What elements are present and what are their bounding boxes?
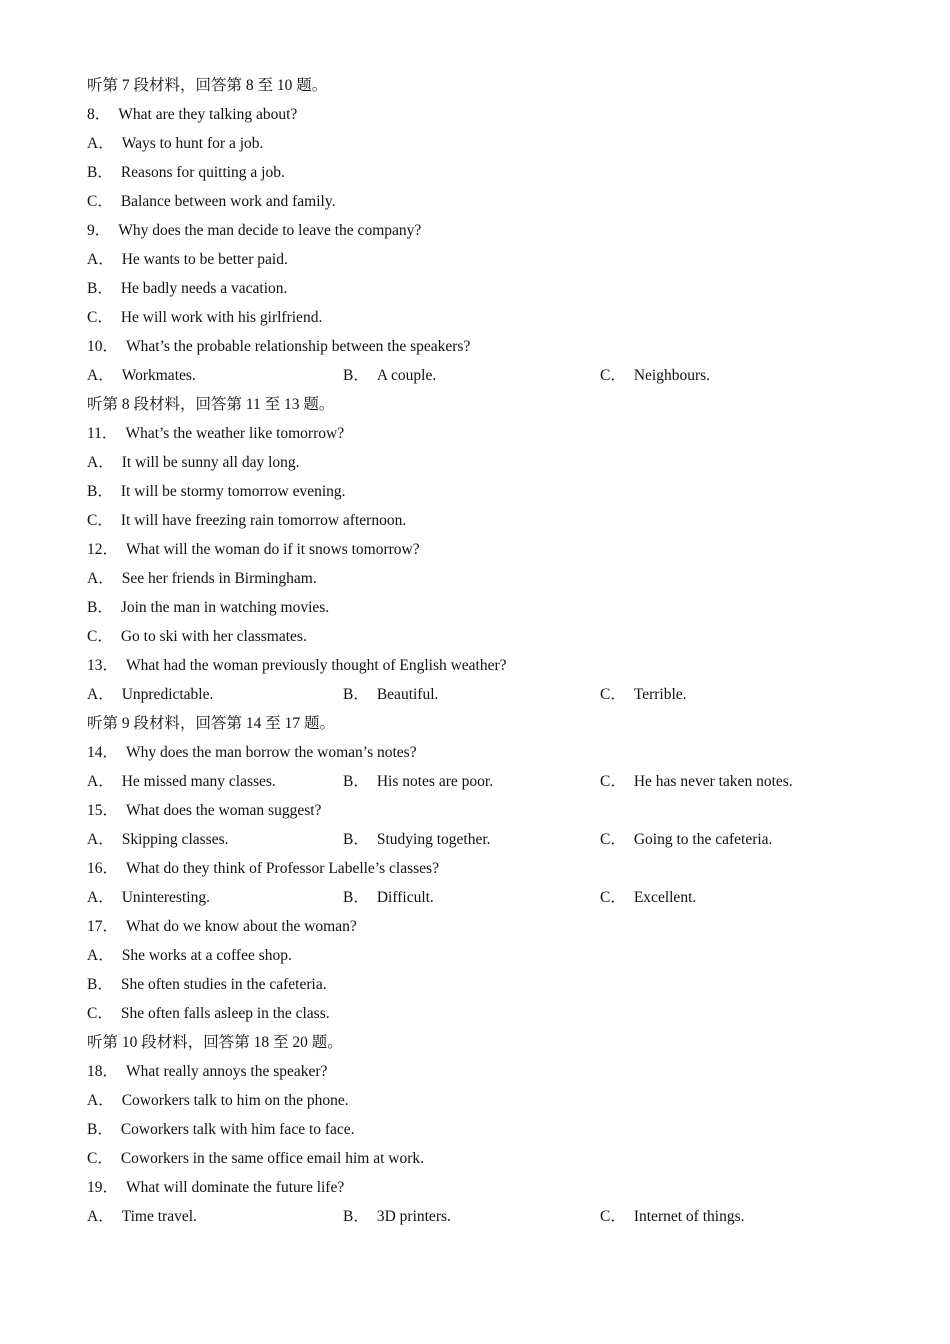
option-text: Coworkers in the same office email him at work. <box>120 1150 425 1167</box>
option-text: Difficult. <box>376 889 434 906</box>
option-text: Time travel. <box>121 1208 197 1225</box>
option-text: Neighbours. <box>633 367 711 384</box>
option-label: B． <box>87 164 113 181</box>
answer-option <box>87 1086 867 1115</box>
question <box>87 738 867 767</box>
answer-option <box>87 506 867 535</box>
option-label: B． <box>343 831 369 848</box>
option-label: B． <box>87 483 113 500</box>
option-label: C． <box>600 686 626 703</box>
answer-option-c <box>600 1202 744 1231</box>
option-label: B． <box>87 1121 113 1138</box>
option-label: C． <box>87 628 113 645</box>
option-text: 3D printers. <box>376 1208 451 1225</box>
option-text: Going to the cafeteria. <box>633 831 773 848</box>
question <box>87 419 867 448</box>
answer-options-row <box>87 361 867 390</box>
answer-option-b <box>343 1202 451 1231</box>
question-text: What’s the probable relationship between the speakers? <box>126 338 471 355</box>
question-text: What does the woman suggest? <box>126 802 322 819</box>
option-text: He missed many classes. <box>121 773 276 790</box>
option-text: He wants to be better paid. <box>121 251 288 268</box>
answer-option <box>87 941 867 970</box>
option-text: A couple. <box>376 367 437 384</box>
option-text: Go to ski with her classmates. <box>120 628 307 645</box>
option-text: Uninteresting. <box>121 889 210 906</box>
answer-option-b <box>343 680 438 709</box>
answer-option <box>87 999 867 1028</box>
option-label: C． <box>600 1208 626 1225</box>
option-label: C． <box>87 193 113 210</box>
answer-option <box>87 477 867 506</box>
question-number: 17． <box>87 918 119 935</box>
option-text: Skipping classes. <box>121 831 229 848</box>
option-label: B． <box>343 686 369 703</box>
question <box>87 535 867 564</box>
question <box>87 216 867 245</box>
answer-option-c <box>600 680 687 709</box>
answer-option-b <box>343 825 491 854</box>
option-text: He badly needs a vacation. <box>120 280 288 297</box>
option-label: B． <box>343 889 369 906</box>
option-text: Balance between work and family. <box>120 193 336 210</box>
option-text: Studying together. <box>376 831 491 848</box>
option-label: A． <box>87 947 114 964</box>
option-text: Workmates. <box>121 367 196 384</box>
section-heading: 听第 9 段材料，回答第 14 至 17 题。 <box>87 715 336 732</box>
option-text: Coworkers talk to him on the phone. <box>121 1092 349 1109</box>
answer-option-a <box>87 361 196 390</box>
answer-option <box>87 622 867 651</box>
question-number: 12． <box>87 541 119 558</box>
option-text: His notes are poor. <box>376 773 494 790</box>
option-label: C． <box>87 1150 113 1167</box>
question-number: 14． <box>87 744 119 761</box>
answer-option-a <box>87 825 228 854</box>
answer-option <box>87 564 867 593</box>
answer-option <box>87 274 867 303</box>
question-text: What had the woman previously thought of English weather? <box>126 657 507 674</box>
question <box>87 332 867 361</box>
question-number: 13． <box>87 657 119 674</box>
question <box>87 1173 867 1202</box>
option-label: B． <box>343 1208 369 1225</box>
answer-option-c <box>600 361 710 390</box>
question-number: 15． <box>87 802 119 819</box>
answer-option-b <box>343 767 493 796</box>
question-number: 11． <box>87 425 118 442</box>
question-number: 16． <box>87 860 119 877</box>
option-text: She works at a coffee shop. <box>121 947 292 964</box>
answer-option <box>87 1144 867 1173</box>
option-label: A． <box>87 454 114 471</box>
answer-option <box>87 593 867 622</box>
answer-option-c <box>600 825 772 854</box>
question-text: What will dominate the future life? <box>126 1179 345 1196</box>
answer-option <box>87 187 867 216</box>
question-text: What are they talking about? <box>118 106 298 123</box>
answer-options-row <box>87 680 867 709</box>
listening-section <box>87 71 867 1231</box>
option-text: She often falls asleep in the class. <box>120 1005 330 1022</box>
answer-option-b <box>343 361 436 390</box>
answer-option-c <box>600 767 793 796</box>
question <box>87 651 867 680</box>
option-text: Excellent. <box>633 889 697 906</box>
option-text: She often studies in the cafeteria. <box>120 976 327 993</box>
answer-option-c <box>600 883 696 912</box>
answer-option <box>87 158 867 187</box>
option-label: C． <box>87 512 113 529</box>
option-label: B． <box>343 773 369 790</box>
option-text: Join the man in watching movies. <box>120 599 330 616</box>
question-text: Why does the man decide to leave the company? <box>118 222 422 239</box>
option-label: A． <box>87 686 114 703</box>
option-label: C． <box>600 889 626 906</box>
option-label: C． <box>87 309 113 326</box>
option-text: He has never taken notes. <box>633 773 793 790</box>
answer-options-row <box>87 1202 867 1231</box>
question-number: 9． <box>87 222 111 239</box>
option-text: See her friends in Birmingham. <box>121 570 317 587</box>
option-label: C． <box>600 831 626 848</box>
answer-option <box>87 245 867 274</box>
option-text: Beautiful. <box>376 686 439 703</box>
option-label: B． <box>87 976 113 993</box>
option-text: It will be sunny all day long. <box>121 454 300 471</box>
answer-options-row <box>87 825 867 854</box>
answer-option-a <box>87 767 276 796</box>
answer-option <box>87 1115 867 1144</box>
option-label: A． <box>87 889 114 906</box>
answer-option <box>87 970 867 999</box>
option-text: It will have freezing rain tomorrow afternoon. <box>120 512 407 529</box>
option-text: Reasons for quitting a job. <box>120 164 285 181</box>
question-text: What will the woman do if it snows tomorrow? <box>126 541 420 558</box>
answer-option-a <box>87 1202 197 1231</box>
option-text: He will work with his girlfriend. <box>120 309 323 326</box>
answer-option <box>87 303 867 332</box>
question <box>87 796 867 825</box>
answer-option <box>87 448 867 477</box>
section-heading: 听第 10 段材料，回答第 18 至 20 题。 <box>87 1034 343 1051</box>
option-label: A． <box>87 773 114 790</box>
option-text: Unpredictable. <box>121 686 214 703</box>
question <box>87 100 867 129</box>
option-text: Coworkers talk with him face to face. <box>120 1121 355 1138</box>
option-label: A． <box>87 570 114 587</box>
option-label: A． <box>87 1208 114 1225</box>
option-label: A． <box>87 135 114 152</box>
section-heading: 听第 7 段材料，回答第 8 至 10 题。 <box>87 77 328 94</box>
question-number: 19． <box>87 1179 119 1196</box>
question <box>87 912 867 941</box>
answer-option-b <box>343 883 434 912</box>
option-label: A． <box>87 1092 114 1109</box>
question <box>87 1057 867 1086</box>
answer-option-a <box>87 680 213 709</box>
question-number: 18． <box>87 1063 119 1080</box>
option-label: A． <box>87 831 114 848</box>
answer-option-a <box>87 883 210 912</box>
option-text: Terrible. <box>633 686 687 703</box>
option-label: A． <box>87 251 114 268</box>
option-label: C． <box>600 367 626 384</box>
question-text: What do we know about the woman? <box>126 918 357 935</box>
option-label: B． <box>87 599 113 616</box>
option-label: B． <box>343 367 369 384</box>
question <box>87 854 867 883</box>
question-text: Why does the man borrow the woman’s notes? <box>126 744 417 761</box>
answer-options-row <box>87 883 867 912</box>
question-text: What’s the weather like tomorrow? <box>125 425 345 442</box>
option-label: A． <box>87 367 114 384</box>
answer-option <box>87 129 867 158</box>
question-number: 8． <box>87 106 111 123</box>
question-text: What do they think of Professor Labelle’s classes? <box>126 860 439 877</box>
option-text: Ways to hunt for a job. <box>121 135 264 152</box>
answer-options-row <box>87 767 867 796</box>
option-text: Internet of things. <box>633 1208 745 1225</box>
option-label: B． <box>87 280 113 297</box>
section-heading: 听第 8 段材料，回答第 11 至 13 题。 <box>87 396 335 413</box>
option-label: C． <box>600 773 626 790</box>
option-text: It will be stormy tomorrow evening. <box>120 483 346 500</box>
option-label: C． <box>87 1005 113 1022</box>
question-number: 10． <box>87 338 119 355</box>
question-text: What really annoys the speaker? <box>126 1063 328 1080</box>
